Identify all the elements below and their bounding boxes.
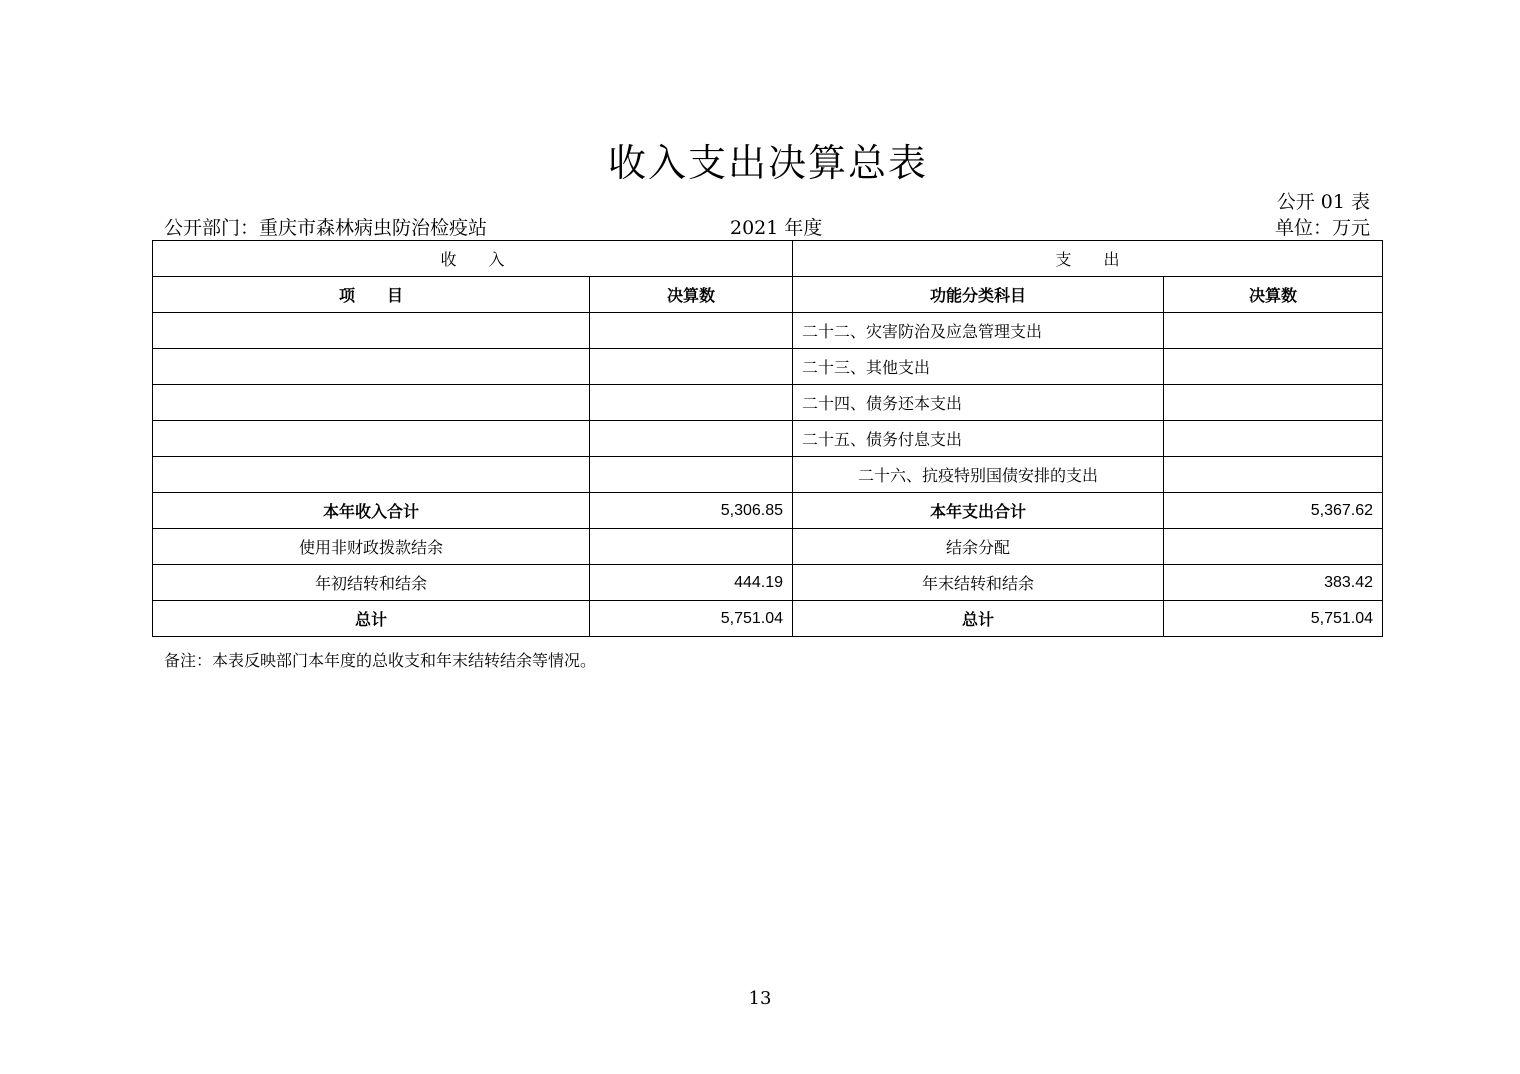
table-row <box>153 421 1383 457</box>
row-item <box>153 457 590 493</box>
col-item-header: 项 目 <box>153 277 590 313</box>
page-number: 13 <box>748 988 772 1009</box>
row-amount2 <box>1164 313 1383 349</box>
col-amount2-header: 决算数 <box>1164 277 1383 313</box>
row-amount2 <box>1164 421 1383 457</box>
row-amount <box>590 385 793 421</box>
row-function: 本年支出合计 <box>793 493 1164 529</box>
row-function: 二十二、灾害防治及应急管理支出 <box>793 313 1164 349</box>
table-number: 公开 01 表 <box>1276 191 1370 213</box>
row-item <box>153 349 590 385</box>
row-amount: 5,751.04 <box>590 601 793 637</box>
row-amount <box>590 349 793 385</box>
col-amount-header: 决算数 <box>590 277 793 313</box>
section-header-row <box>153 241 1383 277</box>
column-header-row <box>153 277 1383 313</box>
row-amount2: 5,367.62 <box>1164 493 1383 529</box>
row-amount: 5,306.85 <box>590 493 793 529</box>
department-label: 公开部门：重庆市森林病虫防治检疫站 <box>164 217 488 239</box>
row-amount <box>590 457 793 493</box>
row-amount2: 383.42 <box>1164 565 1383 601</box>
row-amount <box>590 529 793 565</box>
row-amount: 444.19 <box>590 565 793 601</box>
row-item: 年初结转和结余 <box>153 565 590 601</box>
row-function: 结余分配 <box>793 529 1164 565</box>
table-row <box>153 457 1383 493</box>
row-item <box>153 385 590 421</box>
row-amount2 <box>1164 457 1383 493</box>
row-amount2: 5,751.04 <box>1164 601 1383 637</box>
row-function: 二十六、抗疫特别国债安排的支出 <box>793 457 1164 493</box>
row-function: 二十四、债务还本支出 <box>793 385 1164 421</box>
row-function: 总计 <box>793 601 1164 637</box>
table-row <box>153 601 1383 637</box>
row-function: 二十五、债务付息支出 <box>793 421 1164 457</box>
table-row <box>153 529 1383 565</box>
unit-label: 单位：万元 <box>1274 217 1370 239</box>
row-item: 总计 <box>153 601 590 637</box>
row-amount2 <box>1164 385 1383 421</box>
page-title: 收入支出决算总表 <box>607 141 928 185</box>
row-item: 使用非财政拨款结余 <box>153 529 590 565</box>
row-amount2 <box>1164 529 1383 565</box>
row-amount <box>590 421 793 457</box>
fiscal-year: 2021 年度 <box>730 217 823 239</box>
row-amount2 <box>1164 349 1383 385</box>
table-row <box>153 349 1383 385</box>
income-expense-table <box>152 240 1383 637</box>
row-amount <box>590 313 793 349</box>
table-row <box>153 385 1383 421</box>
col-function-header: 功能分类科目 <box>793 277 1164 313</box>
row-item <box>153 313 590 349</box>
row-function: 年末结转和结余 <box>793 565 1164 601</box>
row-item: 本年收入合计 <box>153 493 590 529</box>
row-function: 二十三、其他支出 <box>793 349 1164 385</box>
income-header: 收 入 <box>153 241 793 277</box>
expense-header: 支 出 <box>793 241 1383 277</box>
table-row <box>153 313 1383 349</box>
table-note: 备注：本表反映部门本年度的总收支和年末结转结余等情况。 <box>164 651 597 670</box>
table-row <box>153 493 1383 529</box>
table-row <box>153 565 1383 601</box>
row-item <box>153 421 590 457</box>
